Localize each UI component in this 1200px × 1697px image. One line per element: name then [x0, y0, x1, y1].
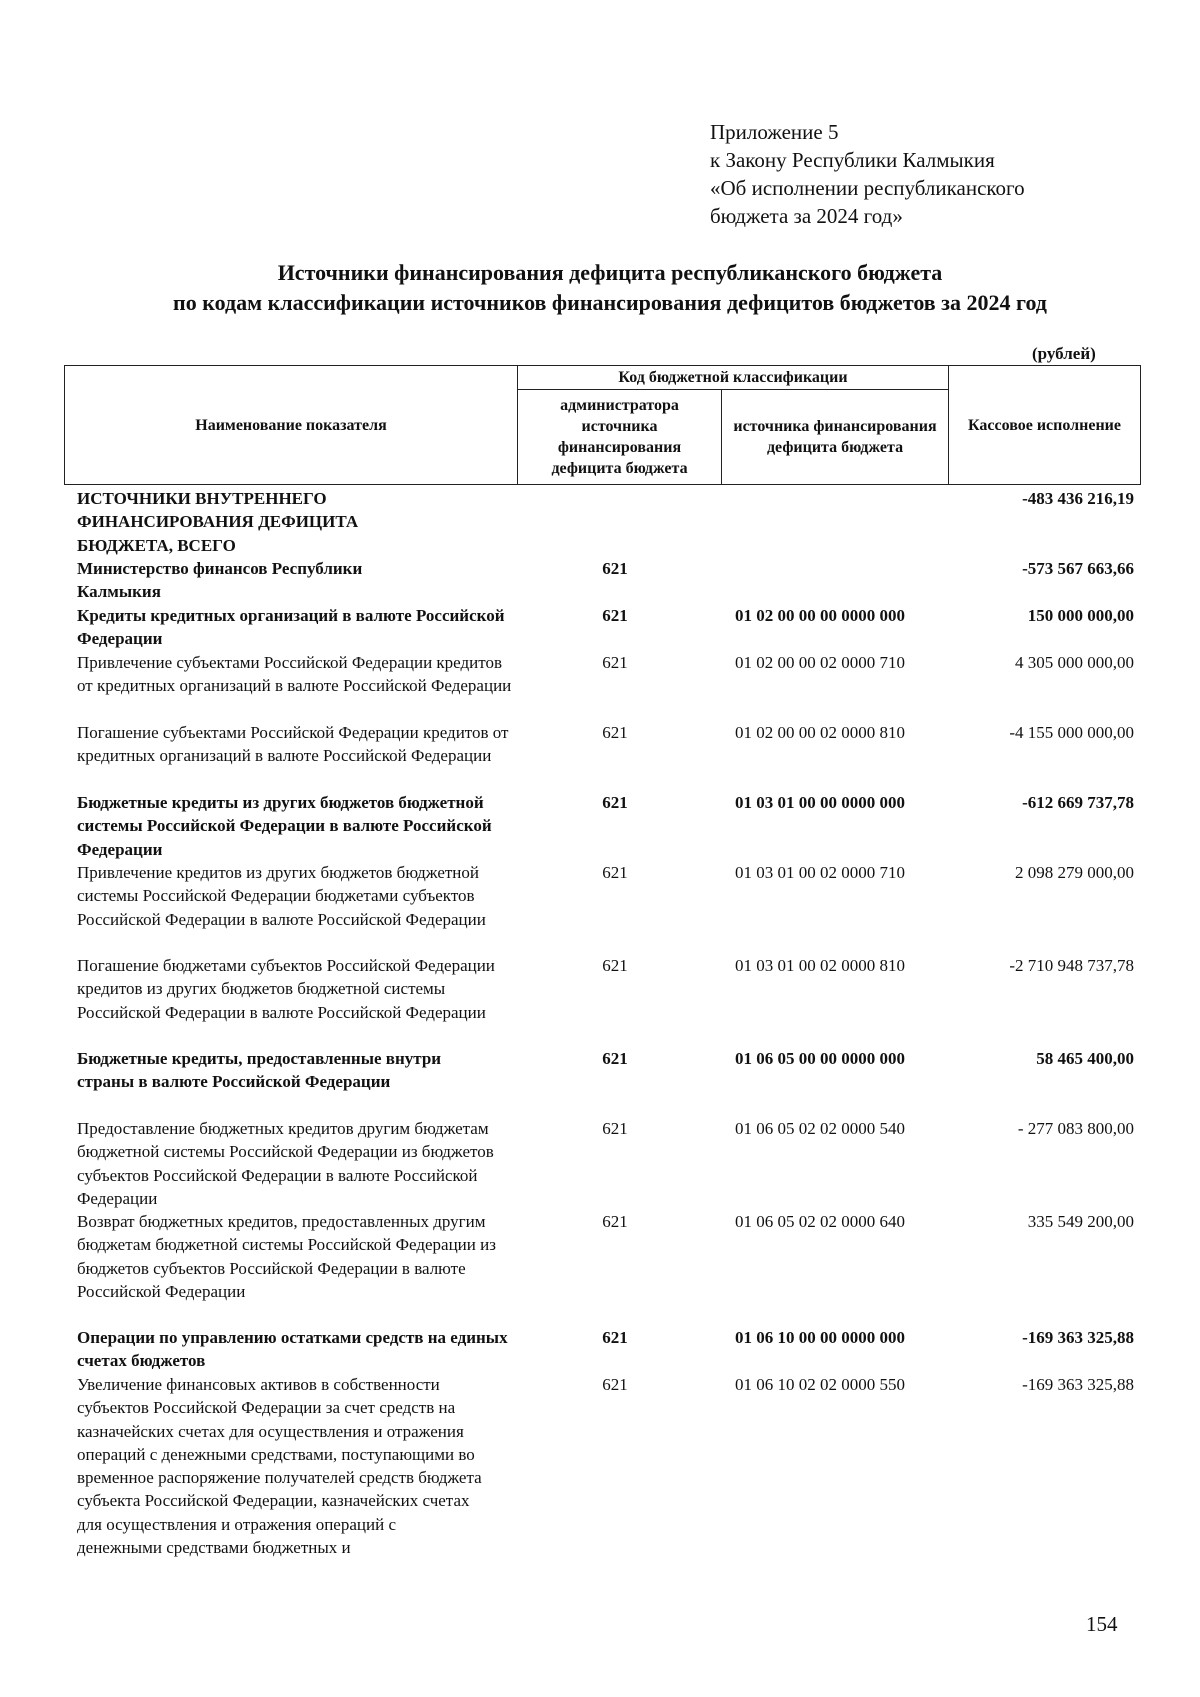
row-admin: 621	[602, 1049, 628, 1068]
row-admin: 621	[602, 1328, 628, 1347]
row-admin: 621	[602, 653, 628, 672]
row-code: 01 06 05 00 00 0000 000	[735, 1049, 905, 1068]
table-row	[0, 954, 1200, 1047]
row-code: 01 03 01 00 02 0000 810	[735, 956, 905, 975]
row-name: Кредиты кредитных организаций в валюте Российской Федерации	[77, 606, 505, 649]
row-admin: 621	[602, 1375, 628, 1394]
header-code-group: Код бюджетной классификации	[518, 366, 949, 390]
row-name: Погашение бюджетами субъектов Российской Федерации кредитов из других бюджетов бюджетной системы Российской Федерации в валюте Российской Федерации	[77, 956, 495, 1022]
table-body	[0, 487, 1200, 1583]
row-code: 01 02 00 00 02 0000 810	[735, 723, 905, 742]
appendix-line-3: «Об исполнении республиканского	[710, 176, 1025, 200]
appendix-header	[710, 118, 1025, 230]
row-name: Предоставление бюджетных кредитов другим бюджетам бюджетной системы Российской Федерации из бюджетов субъектов Российской Федерации в валюте Российской Федерации	[77, 1119, 494, 1208]
row-code: 01 06 05 02 02 0000 540	[735, 1119, 905, 1138]
title-line-2: по кодам классификации источников финансирования дефицитов бюджетов за 2024 год	[173, 290, 1047, 315]
row-admin: 621	[602, 1212, 628, 1231]
row-amount: - 277 083 800,00	[1017, 1119, 1134, 1138]
table-row	[0, 651, 1200, 721]
header-amount: Кассовое исполнение	[949, 366, 1141, 485]
row-admin: 621	[602, 1119, 628, 1138]
row-code: 01 02 00 00 00 0000 000	[735, 606, 905, 625]
table-row	[0, 1373, 1200, 1583]
row-amount: -169 363 325,88	[1022, 1328, 1134, 1347]
table-row	[0, 861, 1200, 954]
row-admin: 621	[602, 606, 628, 625]
table-row	[0, 1326, 1200, 1373]
appendix-line-2: к Закону Республики Калмыкия	[710, 148, 995, 172]
table-row	[0, 791, 1200, 861]
row-name: Погашение субъектами Российской Федерации кредитов от кредитных организаций в валюте Российской Федерации	[77, 723, 509, 766]
row-amount: 4 305 000 000,00	[1015, 653, 1134, 672]
table-row	[0, 487, 1200, 557]
row-name: Бюджетные кредиты, предоставленные внутри страны в валюте Российской Федерации	[77, 1049, 442, 1092]
row-admin: 621	[602, 956, 628, 975]
row-admin: 621	[602, 559, 628, 578]
row-name: Привлечение субъектами Российской Федерации кредитов от кредитных организаций в валюте Российской Федерации	[77, 653, 512, 696]
row-admin: 621	[602, 793, 628, 812]
row-amount: -4 155 000 000,00	[1009, 723, 1134, 742]
row-name: Увеличение финансовых активов в собственности субъектов Российской Федерации за счет средств на казначейских счетах для осуществления и отражения операций с денежными средствами, поступающими во временное распоряжение получателей средств бюджета субъекта Российской Федерации, казначейских счетах для осуществления и отражения операций с денежными средствами бюджетных и	[77, 1375, 482, 1558]
table-row	[0, 1117, 1200, 1210]
row-name: Операции по управлению остатками средств на единых счетах бюджетов	[77, 1328, 508, 1371]
appendix-line-4: бюджета за 2024 год»	[710, 204, 903, 228]
title-line-1: Источники финансирования дефицита республиканского бюджета	[277, 260, 943, 285]
header-source: источника финансирования дефицита бюджета	[722, 390, 949, 485]
row-code: 01 03 01 00 00 0000 000	[735, 793, 905, 812]
row-amount: 335 549 200,00	[1027, 1212, 1134, 1231]
row-code: 01 06 10 00 00 0000 000	[735, 1328, 905, 1347]
row-name: Привлечение кредитов из других бюджетов бюджетной системы Российской Федерации бюджетами субъектов Российской Федерации в валюте Российской Федерации	[77, 863, 486, 929]
row-name: Министерство финансов Республики Калмыкия	[77, 559, 363, 602]
row-amount: -612 669 737,78	[1022, 793, 1134, 812]
table-row	[0, 604, 1200, 651]
row-amount: 58 465 400,00	[1036, 1049, 1134, 1068]
row-amount: -573 567 663,66	[1022, 559, 1134, 578]
row-code: 01 02 00 00 02 0000 710	[735, 653, 905, 672]
table-row	[0, 1210, 1200, 1326]
row-amount: -169 363 325,88	[1022, 1375, 1134, 1394]
row-code: 01 03 01 00 02 0000 710	[735, 863, 905, 882]
row-name: ИСТОЧНИКИ ВНУТРЕННЕГО ФИНАНСИРОВАНИЯ ДЕФИЦИТА БЮДЖЕТА, ВСЕГО	[77, 489, 359, 555]
table-row	[0, 1047, 1200, 1117]
table-row	[0, 557, 1200, 604]
row-amount: 2 098 279 000,00	[1015, 863, 1134, 882]
document-title	[60, 258, 1160, 318]
row-amount: -2 710 948 737,78	[1009, 956, 1134, 975]
header-admin: администратора источника финансирования дефицита бюджета	[518, 390, 722, 485]
row-admin: 621	[602, 723, 628, 742]
row-amount: -483 436 216,19	[1022, 489, 1134, 508]
units-label: (рублей)	[1032, 344, 1096, 363]
row-name: Возврат бюджетных кредитов, предоставленных другим бюджетам бюджетной системы Российской Федерации из бюджетов субъектов Российской Федерации в валюте Российской Федерации	[77, 1212, 496, 1301]
row-name: Бюджетные кредиты из других бюджетов бюджетной системы Российской Федерации в валюте Российской Федерации	[77, 793, 492, 859]
table-header	[64, 365, 1141, 485]
table-row	[0, 721, 1200, 791]
row-amount: 150 000 000,00	[1027, 606, 1134, 625]
header-name: Наименование показателя	[65, 366, 518, 485]
row-code: 01 06 10 02 02 0000 550	[735, 1375, 905, 1394]
row-admin: 621	[602, 863, 628, 882]
row-code: 01 06 05 02 02 0000 640	[735, 1212, 905, 1231]
page-number: 154	[1086, 1612, 1118, 1636]
appendix-line-1: Приложение 5	[710, 120, 839, 144]
